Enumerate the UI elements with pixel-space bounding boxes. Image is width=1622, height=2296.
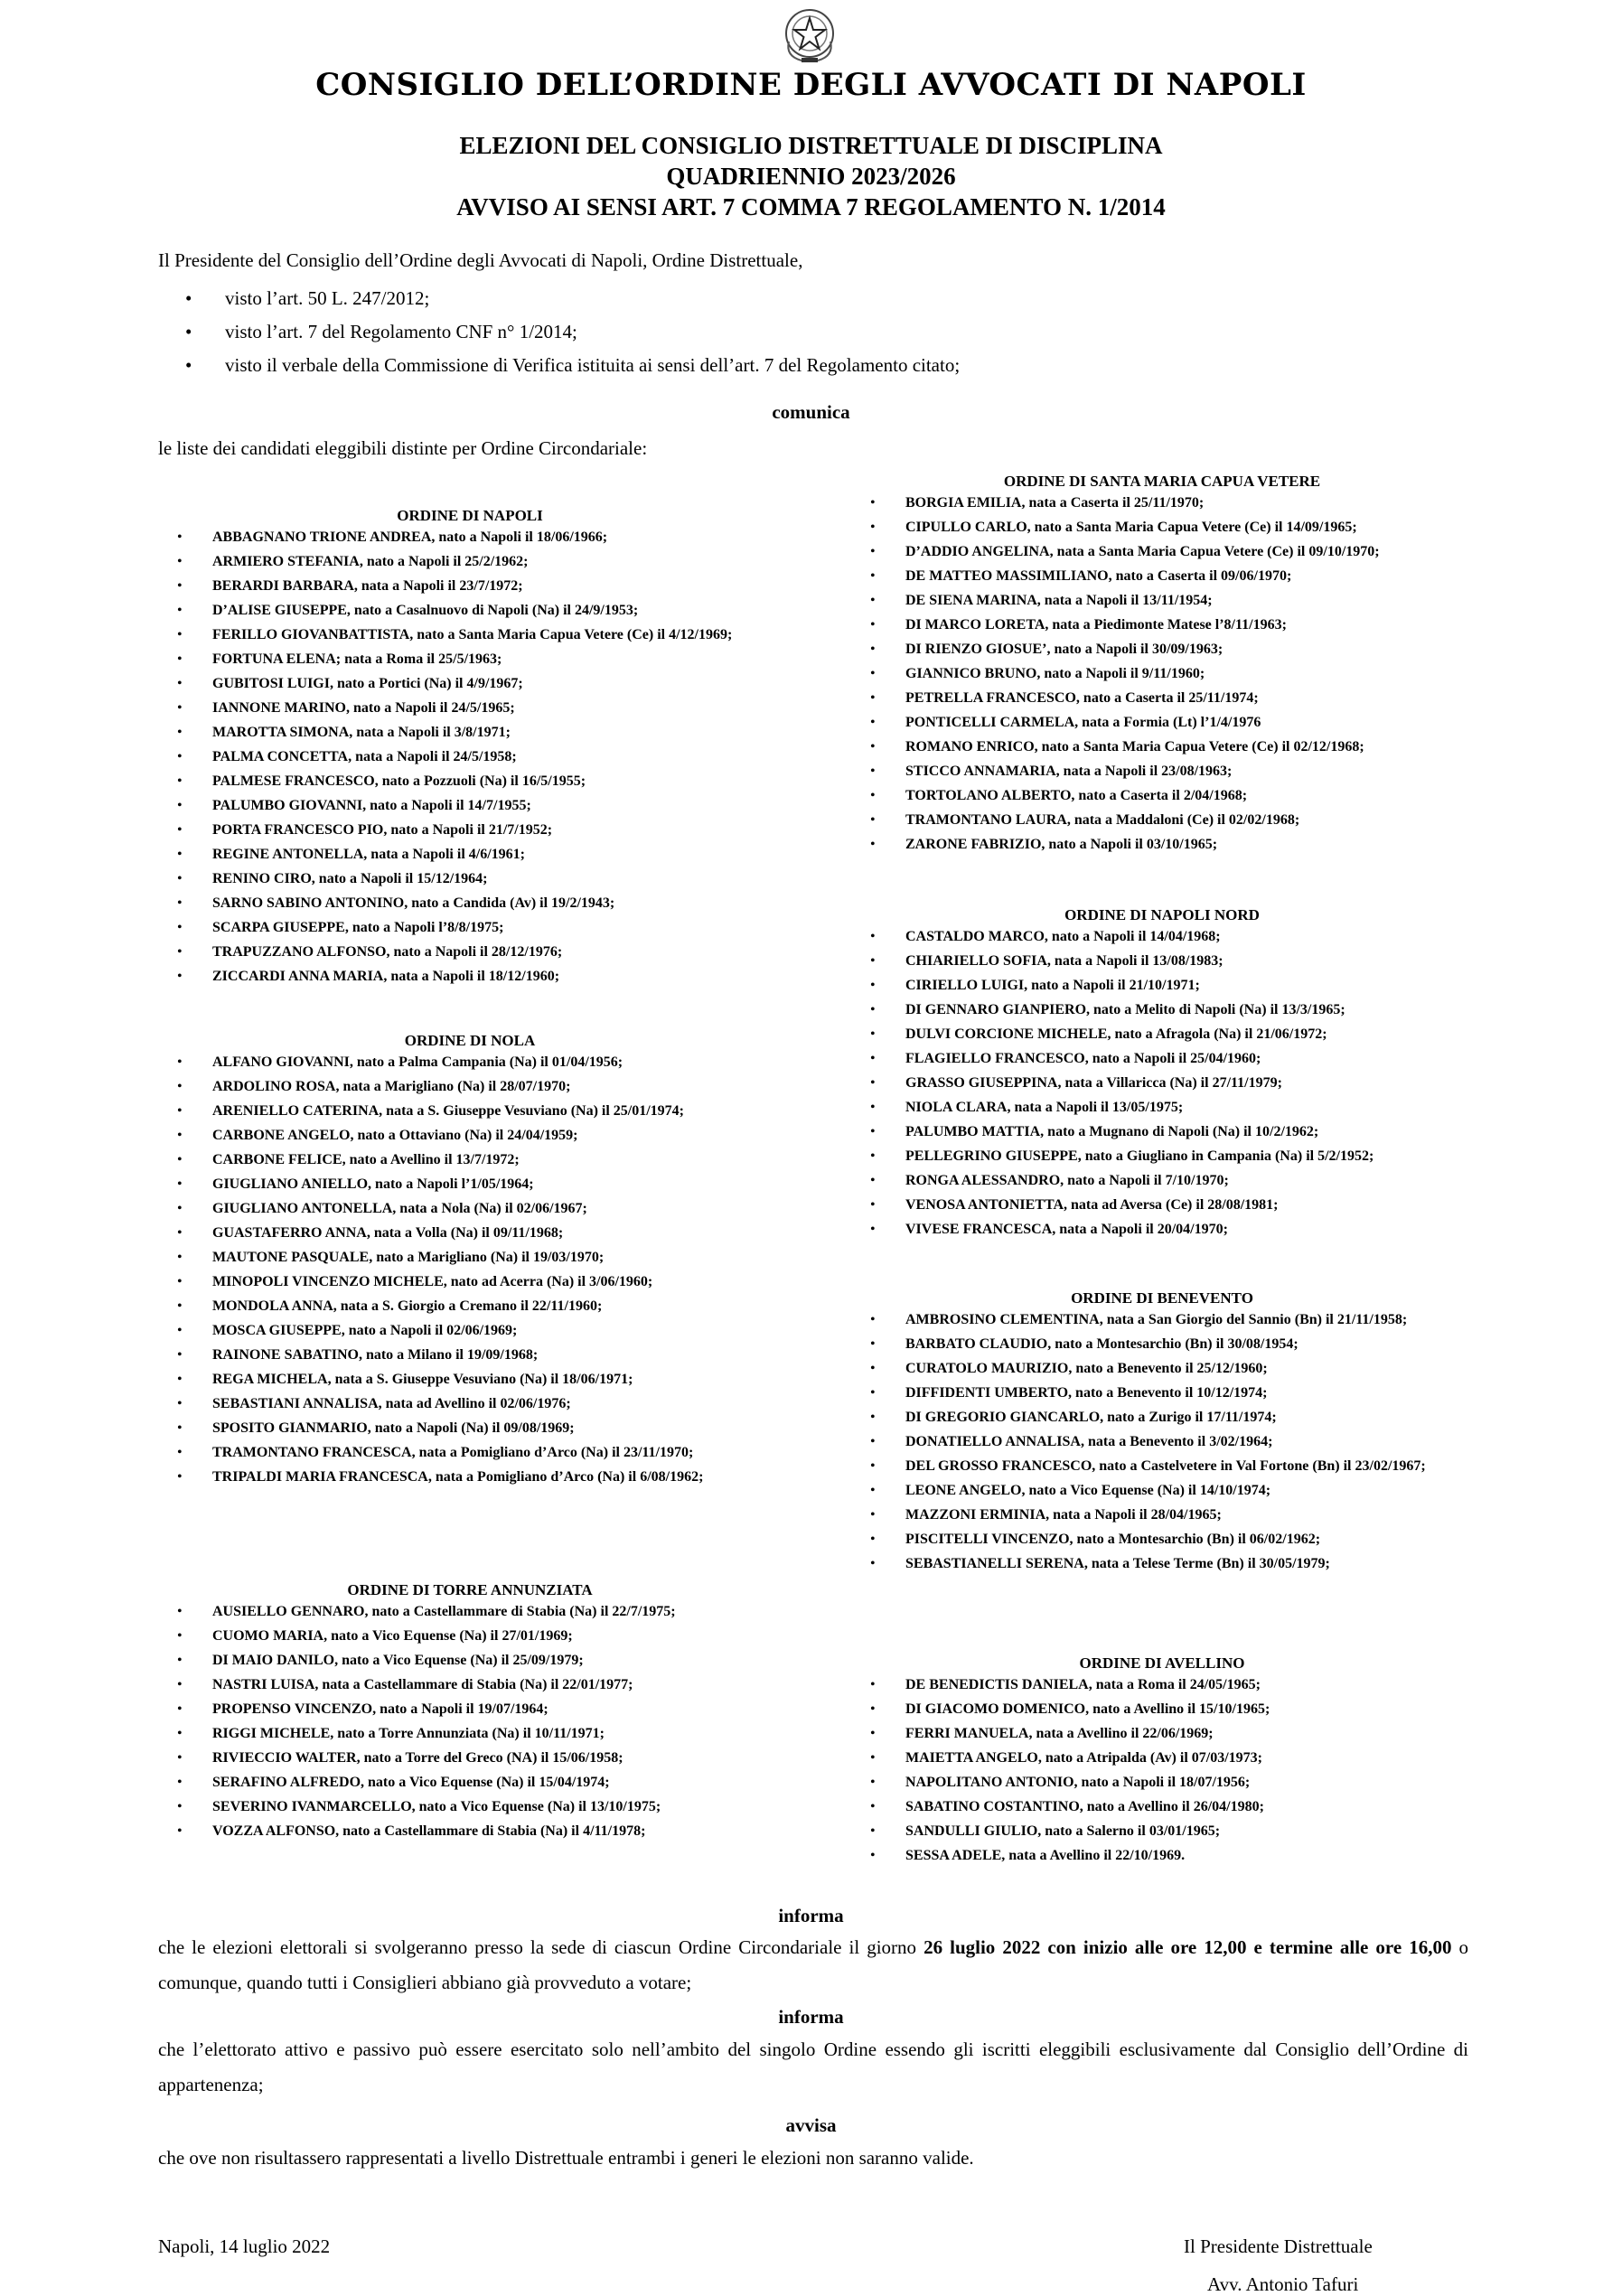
candidate-item: • ARDOLINO ROSA, nata a Marigliano (Na) il 28/07/1970; (158, 1074, 782, 1099)
notice-title: AVVISO AI SENSI ART. 7 COMMA 7 REGOLAMENTO N. 1/2014 (456, 193, 1166, 220)
candidate-item: • TRAMONTANO LAURA, nata a Maddaloni (Ce) il 02/02/1968; (851, 808, 1473, 832)
candidate-item: • SEBASTIANI ANNALISA, nata ad Avellino il 02/06/1976; (158, 1392, 782, 1416)
electorate-paragraph: che l’elettorato attivo e passivo può essere esercitato solo nell’ambito del singolo Ordine essendo gli iscritti eleggibili esclusivamente dal Consiglio dell’Ordine di appartenenza; (158, 2038, 1468, 2095)
group-napoli (158, 507, 782, 989)
informa-heading: informa (778, 2006, 844, 2028)
candidate-item: • DIFFIDENTI UMBERTO, nato a Benevento il 10/12/1974; (851, 1381, 1473, 1405)
candidate-item: • PONTICELLI CARMELA, nata a Formia (Lt) l’1/4/1976 (851, 710, 1473, 735)
candidate-item: • ZARONE FABRIZIO, nato a Napoli il 03/10/1965; (851, 832, 1473, 857)
gender-validity-paragraph: che ove non risultassero rappresentati a livello Distrettuale entrambi i generi le elezioni non saranno valide. (158, 2147, 974, 2169)
election-schedule-paragraph: che le elezioni elettorali si svolgeranno presso la sede di ciascun Ordine Circondariale il giorno 26 luglio 2022 con inizio alle ore 12,00 e termine alle ore 16,00 o comunque, quando tutti i Consiglieri abbiano già provveduto a votare; (158, 1936, 1469, 1993)
candidate-item: • D’ADDIO ANGELINA, nata a Santa Maria Capua Vetere (Ce) il 09/10/1970; (851, 539, 1473, 564)
candidate-item: • SANDULLI GIULIO, nato a Salerno il 03/01/1965; (851, 1819, 1473, 1843)
candidate-item: • CURATOLO MAURIZIO, nato a Benevento il 25/12/1960; (851, 1356, 1473, 1381)
candidate-item: • PISCITELLI VINCENZO, nato a Montesarchio (Bn) il 06/02/1962; (851, 1527, 1473, 1551)
place-date: Napoli, 14 luglio 2022 (158, 2235, 331, 2257)
candidate-item: • ARMIERO STEFANIA, nato a Napoli il 25/2/1962; (158, 549, 782, 574)
comunica-heading: comunica (772, 401, 850, 423)
italian-republic-emblem-icon (782, 5, 838, 65)
candidate-item: • TRIPALDI MARIA FRANCESCA, nata a Pomigliano d’Arco (Na) il 6/08/1962; (158, 1465, 782, 1489)
candidate-item: • CHIARIELLO SOFIA, nata a Napoli il 13/08/1983; (851, 949, 1473, 973)
candidate-item: • ROMANO ENRICO, nato a Santa Maria Capua Vetere (Ce) il 02/12/1968; (851, 735, 1473, 759)
candidate-item: • MAZZONI ERMINIA, nata a Napoli il 28/04/1965; (851, 1503, 1473, 1527)
bullet-icon: • (185, 287, 192, 309)
candidate-item: • RENINO CIRO, nato a Napoli il 15/12/1964; (158, 867, 782, 891)
candidate-item: • DE BENEDICTIS DANIELA, nata a Roma il 24/05/1965; (851, 1673, 1473, 1697)
candidate-item: • ALFANO GIOVANNI, nato a Palma Campania (Na) il 01/04/1956; (158, 1050, 782, 1074)
candidate-item: • CARBONE FELICE, nato a Avellino il 13/7/1972; (158, 1148, 782, 1172)
candidate-list (851, 491, 1473, 857)
candidate-item: • FERRI MANUELA, nata a Avellino il 22/06/1969; (851, 1721, 1473, 1746)
period-title: QUADRIENNIO 2023/2026 (666, 163, 956, 190)
candidate-list (158, 1050, 782, 1489)
group-torre-annunziata (158, 1581, 782, 1843)
candidate-item: • DI GENNARO GIANPIERO, nato a Melito di Napoli (Na) il 13/3/1965; (851, 998, 1473, 1022)
candidate-item: • REGA MICHELA, nata a S. Giuseppe Vesuviano (Na) il 18/06/1971; (158, 1367, 782, 1392)
candidate-item: • DI GIACOMO DOMENICO, nato a Avellino il 15/10/1965; (851, 1697, 1473, 1721)
group-title: ORDINE DI TORRE ANNUNZIATA (347, 1581, 593, 1598)
candidate-list (158, 1599, 782, 1843)
candidate-item: • CIPULLO CARLO, nato a Santa Maria Capua Vetere (Ce) il 14/09/1965; (851, 515, 1473, 539)
candidate-item: • BORGIA EMILIA, nata a Caserta il 25/11/1970; (851, 491, 1473, 515)
group-nola (158, 1032, 782, 1489)
candidate-item: • PELLEGRINO GIUSEPPE, nato a Giugliano in Campania (Na) il 5/2/1952; (851, 1144, 1473, 1168)
group-title: ORDINE DI NAPOLI (397, 507, 543, 524)
candidate-item: • CASTALDO MARCO, nato a Napoli il 14/04/1968; (851, 924, 1473, 949)
candidate-item: • MAROTTA SIMONA, nata a Napoli il 3/8/1971; (158, 720, 782, 745)
candidate-item: • DE SIENA MARINA, nata a Napoli il 13/11/1954; (851, 588, 1473, 613)
candidate-item: • CARBONE ANGELO, nato a Ottaviano (Na) il 24/04/1959; (158, 1123, 782, 1148)
candidate-list (851, 924, 1473, 1242)
candidate-item: • GRASSO GIUSEPPINA, nata a Villaricca (Na) il 27/11/1979; (851, 1071, 1473, 1095)
candidate-item: • DI MARCO LORETA, nata a Piedimonte Matese l’8/11/1963; (851, 613, 1473, 637)
candidate-item: • PETRELLA FRANCESCO, nato a Caserta il 25/11/1974; (851, 686, 1473, 710)
candidate-item: • RONGA ALESSANDRO, nato a Napoli il 7/10/1970; (851, 1168, 1473, 1193)
candidate-item: • AUSIELLO GENNARO, nato a Castellammare di Stabia (Na) il 22/7/1975; (158, 1599, 782, 1624)
intro-text: Il Presidente del Consiglio dell’Ordine degli Avvocati di Napoli, Ordine Distrettuale, (158, 249, 803, 271)
candidate-item: • RAINONE SABATINO, nato a Milano il 19/09/1968; (158, 1343, 782, 1367)
candidate-item: • ABBAGNANO TRIONE ANDREA, nato a Napoli il 18/06/1966; (158, 525, 782, 549)
candidate-item: • BERARDI BARBARA, nata a Napoli il 23/7/1972; (158, 574, 782, 598)
candidate-item: • MONDOLA ANNA, nata a S. Giorgio a Cremano il 22/11/1960; (158, 1294, 782, 1318)
candidate-item: • GIUGLIANO ANTONELLA, nata a Nola (Na) il 02/06/1967; (158, 1196, 782, 1221)
candidate-item: • PALMA CONCETTA, nata a Napoli il 24/5/1958; (158, 745, 782, 769)
candidate-item: • SEVERINO IVANMARCELLO, nato a Vico Equense (Na) il 13/10/1975; (158, 1795, 782, 1819)
candidate-list (851, 1673, 1473, 1868)
signer-name: Avv. Antonio Tafuri (1207, 2273, 1359, 2295)
candidate-item: • GUBITOSI LUIGI, nato a Portici (Na) il 4/9/1967; (158, 671, 782, 696)
candidate-item: • DI RIENZO GIOSUE’, nato a Napoli il 30/09/1963; (851, 637, 1473, 661)
signer-role: Il Presidente Distrettuale (1184, 2235, 1373, 2257)
group-title: ORDINE DI BENEVENTO (1071, 1289, 1253, 1307)
candidate-item: • DEL GROSSO FRANCESCO, nato a Castelvetere in Val Fortone (Bn) il 23/02/1967; (851, 1454, 1473, 1478)
group-avellino (851, 1654, 1473, 1868)
lists-intro: le liste dei candidati eleggibili distinte per Ordine Circondariale: (158, 437, 648, 459)
candidate-item: • ZICCARDI ANNA MARIA, nata a Napoli il 18/12/1960; (158, 964, 782, 989)
candidate-item: • TRAPUZZANO ALFONSO, nato a Napoli il 28/12/1976; (158, 940, 782, 964)
legal-reference-item: • visto l’art. 50 L. 247/2012; (185, 282, 960, 315)
candidate-item: • TORTOLANO ALBERTO, nato a Caserta il 2/04/1968; (851, 783, 1473, 808)
avvisa-heading: avvisa (785, 2114, 837, 2136)
group-benevento (851, 1289, 1473, 1576)
candidate-list (851, 1307, 1473, 1576)
candidate-item: • VENOSA ANTONIETTA, nata ad Aversa (Ce) il 28/08/1981; (851, 1193, 1473, 1217)
candidate-item: • SCARPA GIUSEPPE, nato a Napoli l’8/8/1975; (158, 915, 782, 940)
candidate-item: • TRAMONTANO FRANCESCA, nata a Pomigliano d’Arco (Na) il 23/11/1970; (158, 1440, 782, 1465)
election-date-time: 26 luglio 2022 con inizio alle ore 12,00 e termine alle ore 16,00 (924, 1936, 1452, 1958)
candidate-item: • MAUTONE PASQUALE, nato a Marigliano (Na) il 19/03/1970; (158, 1245, 782, 1270)
candidate-item: • FLAGIELLO FRANCESCO, nato a Napoli il 25/04/1960; (851, 1046, 1473, 1071)
candidate-item: • SARNO SABINO ANTONINO, nato a Candida (Av) il 19/2/1943; (158, 891, 782, 915)
candidate-item: • PALMESE FRANCESCO, nato a Pozzuoli (Na) il 16/5/1955; (158, 769, 782, 793)
legal-reference-item: • visto l’art. 7 del Regolamento CNF n° 1/2014; (185, 315, 960, 349)
candidate-item: • BARBATO CLAUDIO, nato a Montesarchio (Bn) il 30/08/1954; (851, 1332, 1473, 1356)
candidate-item: • DULVI CORCIONE MICHELE, nato a Afragola (Na) il 21/06/1972; (851, 1022, 1473, 1046)
candidate-item: • NIOLA CLARA, nata a Napoli il 13/05/1975; (851, 1095, 1473, 1120)
candidate-item: • RIVIECCIO WALTER, nato a Torre del Greco (NA) il 15/06/1958; (158, 1746, 782, 1770)
candidate-item: • AMBROSINO CLEMENTINA, nata a San Giorgio del Sannio (Bn) il 21/11/1958; (851, 1307, 1473, 1332)
candidate-item: • PALUMBO MATTIA, nato a Mugnano di Napoli (Na) il 10/2/1962; (851, 1120, 1473, 1144)
candidate-item: • CUOMO MARIA, nato a Vico Equense (Na) il 27/01/1969; (158, 1624, 782, 1648)
candidate-item: • MINOPOLI VINCENZO MICHELE, nato ad Acerra (Na) il 3/06/1960; (158, 1270, 782, 1294)
candidate-item: • SEBASTIANELLI SERENA, nata a Telese Terme (Bn) il 30/05/1979; (851, 1551, 1473, 1576)
candidate-item: • FORTUNA ELENA; nata a Roma il 25/5/1963; (158, 647, 782, 671)
candidate-item: • ARENIELLO CATERINA, nata a S. Giuseppe Vesuviano (Na) il 25/01/1974; (158, 1099, 782, 1123)
candidate-item: • IANNONE MARINO, nato a Napoli il 24/5/1965; (158, 696, 782, 720)
candidate-item: • SESSA ADELE, nata a Avellino il 22/10/1969. (851, 1843, 1473, 1868)
group-title: ORDINE DI NOLA (404, 1032, 536, 1049)
candidate-item: • VIVESE FRANCESCA, nata a Napoli il 20/04/1970; (851, 1217, 1473, 1242)
candidate-list (158, 525, 782, 989)
candidate-item: • NASTRI LUISA, nata a Castellammare di Stabia (Na) il 22/01/1977; (158, 1673, 782, 1697)
legal-reference-item: • visto il verbale della Commissione di Verifica istituita ai sensi dell’art. 7 del Regolamento citato; (185, 349, 960, 382)
candidate-item: • FERILLO GIOVANBATTISTA, nato a Santa Maria Capua Vetere (Ce) il 4/12/1969; (158, 623, 782, 647)
bullet-icon: • (185, 321, 192, 342)
candidate-item: • MAIETTA ANGELO, nato a Atripalda (Av) il 07/03/1973; (851, 1746, 1473, 1770)
informa-heading: informa (778, 1905, 844, 1926)
candidate-item: • GUASTAFERRO ANNA, nata a Volla (Na) il 09/11/1968; (158, 1221, 782, 1245)
candidate-item: • PALUMBO GIOVANNI, nato a Napoli il 14/7/1955; (158, 793, 782, 818)
candidate-item: • GIUGLIANO ANIELLO, nato a Napoli l’1/05/1964; (158, 1172, 782, 1196)
candidate-item: • VOZZA ALFONSO, nato a Castellammare di Stabia (Na) il 4/11/1978; (158, 1819, 782, 1843)
candidate-item: • GIANNICO BRUNO, nato a Napoli il 9/11/1960; (851, 661, 1473, 686)
group-title: ORDINE DI SANTA MARIA CAPUA VETERE (1003, 473, 1321, 490)
candidate-item: • DONATIELLO ANNALISA, nata a Benevento il 3/02/1964; (851, 1429, 1473, 1454)
candidate-item: • LEONE ANGELO, nato a Vico Equense (Na) il 14/10/1974; (851, 1478, 1473, 1503)
candidate-item: • STICCO ANNAMARIA, nata a Napoli il 23/08/1963; (851, 759, 1473, 783)
candidate-item: • SABATINO COSTANTINO, nato a Avellino il 26/04/1980; (851, 1795, 1473, 1819)
candidate-item: • D’ALISE GIUSEPPE, nato a Casalnuovo di Napoli (Na) il 24/9/1953; (158, 598, 782, 623)
group-title: ORDINE DI AVELLINO (1079, 1654, 1245, 1672)
candidate-item: • REGINE ANTONELLA, nata a Napoli il 4/6/1961; (158, 842, 782, 867)
bullet-icon: • (185, 354, 192, 376)
group-napoli-nord (851, 906, 1473, 1242)
candidate-item: • DI GREGORIO GIANCARLO, nato a Zurigo il 17/11/1974; (851, 1405, 1473, 1429)
group-title: ORDINE DI NAPOLI NORD (1064, 906, 1260, 923)
candidate-item: • SERAFINO ALFREDO, nato a Vico Equense (Na) il 15/04/1974; (158, 1770, 782, 1795)
candidate-item: • PORTA FRANCESCO PIO, nato a Napoli il 21/7/1952; (158, 818, 782, 842)
candidate-item: • DE MATTEO MASSIMILIANO, nato a Caserta il 09/06/1970; (851, 564, 1473, 588)
legal-references-list (185, 282, 960, 382)
election-title: ELEZIONI DEL CONSIGLIO DISTRETTUALE DI DISCIPLINA (459, 132, 1163, 159)
candidate-item: • CIRIELLO LUIGI, nato a Napoli il 21/10/1971; (851, 973, 1473, 998)
org-title: CONSIGLIO DELL’ORDINE DEGLI AVVOCATI DI NAPOLI (315, 67, 1307, 103)
candidate-item: • PROPENSO VINCENZO, nato a Napoli il 19/07/1964; (158, 1697, 782, 1721)
candidate-item: • NAPOLITANO ANTONIO, nato a Napoli il 18/07/1956; (851, 1770, 1473, 1795)
candidate-item: • RIGGI MICHELE, nato a Torre Annunziata (Na) il 10/11/1971; (158, 1721, 782, 1746)
candidate-item: • SPOSITO GIANMARIO, nato a Napoli (Na) il 09/08/1969; (158, 1416, 782, 1440)
candidate-item: • MOSCA GIUSEPPE, nato a Napoli il 02/06/1969; (158, 1318, 782, 1343)
group-santa-maria-capua-vetere (851, 473, 1473, 857)
candidate-item: • DI MAIO DANILO, nato a Vico Equense (Na) il 25/09/1979; (158, 1648, 782, 1673)
